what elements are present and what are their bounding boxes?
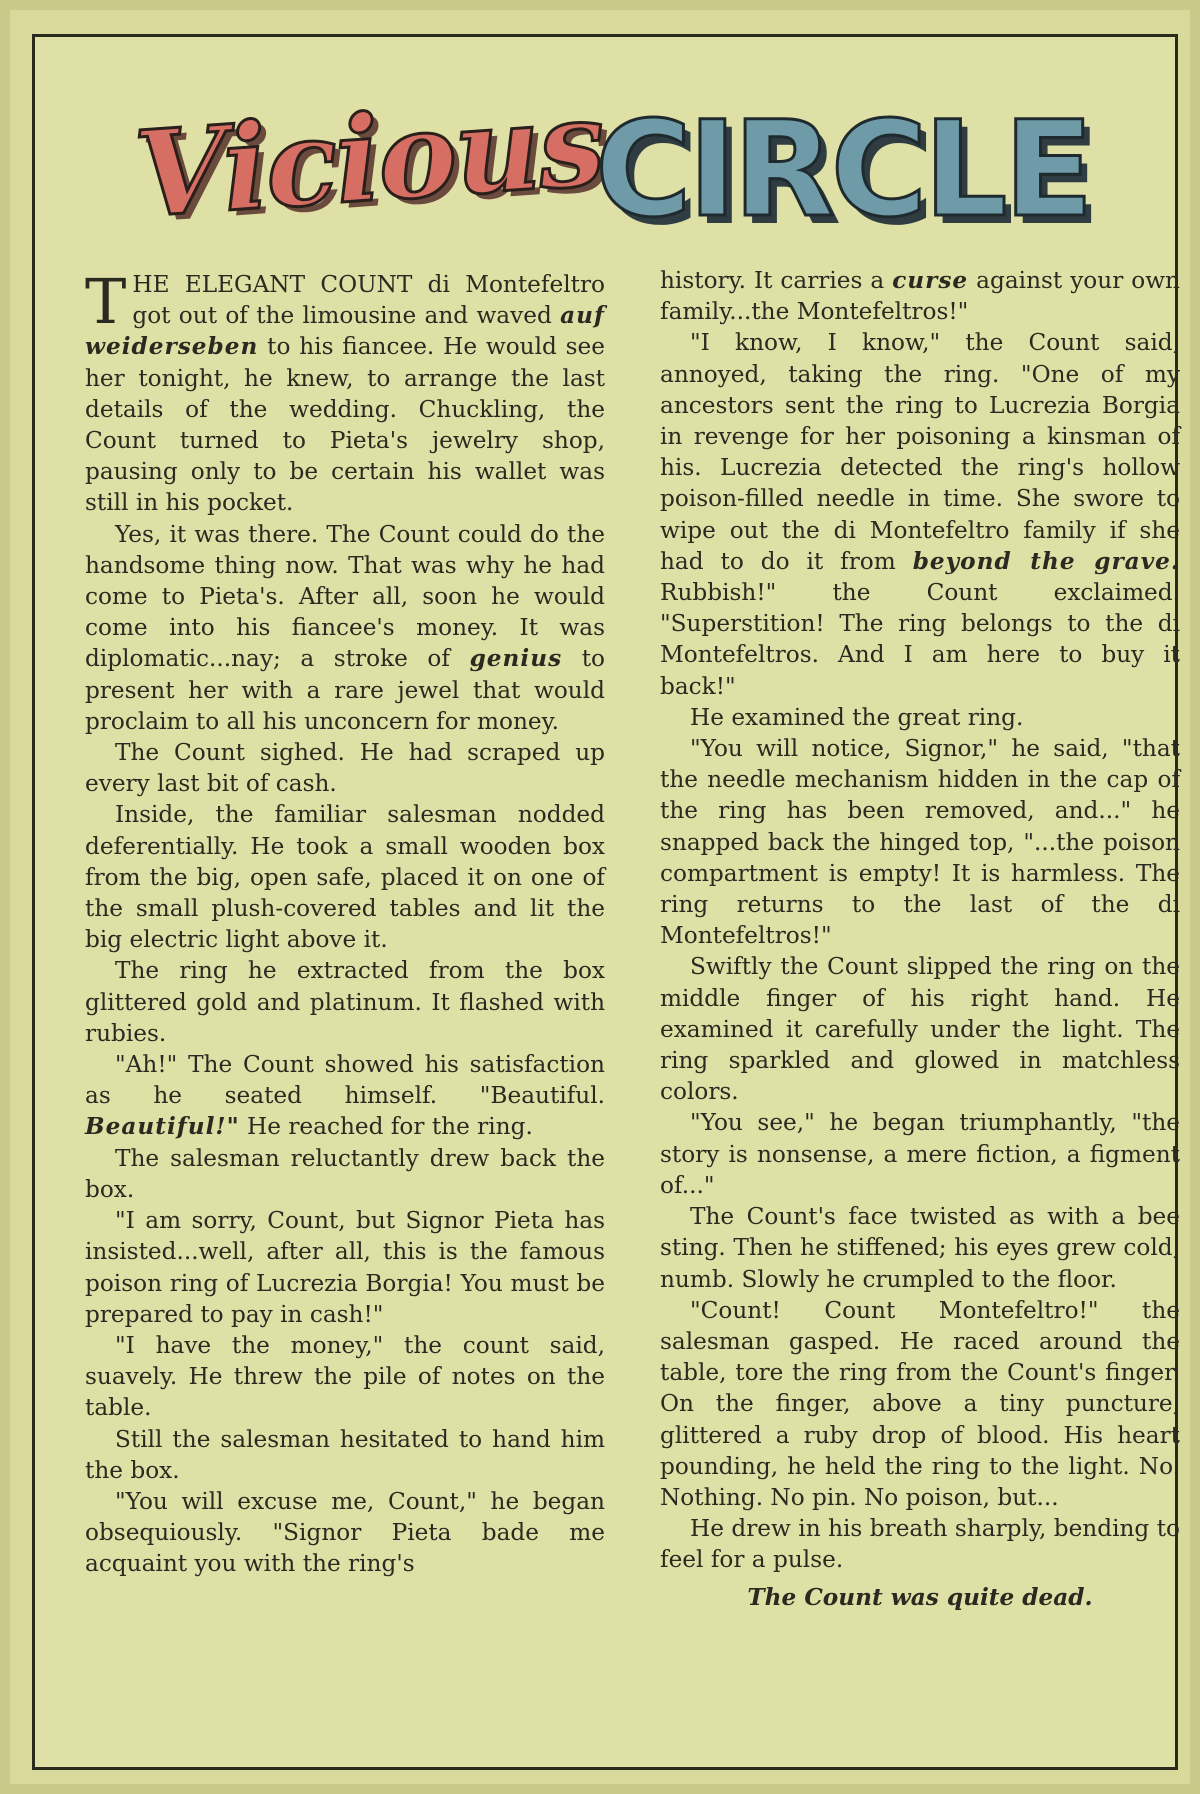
- emphasis-text: auf weiderseben: [85, 302, 605, 361]
- paragraph: "I am sorry, Count, but Signor Pieta has insisted...well, after all, this is the famous poison ring of Lucrezia Borgia! You must be prepared to pay in cash!": [85, 1207, 605, 1328]
- paragraph: "Count! Count Montefeltro!" the salesman gasped. He raced around the table, tore the ring from the Count's finger. On the finger, above a tiny puncture, glittered a ruby drop of blood. His heart pounding, he held the ring to the light. No. Nothing. No pin. No poison, but...: [660, 1296, 1180, 1511]
- title-word-circle: CIRCLE: [595, 93, 1090, 247]
- paragraph: [85, 1049, 605, 1143]
- title-banner: [95, 67, 1155, 267]
- story-frame: [32, 34, 1178, 1770]
- paragraph: He drew in his breath sharply, bending to feel for a pulse.: [660, 1515, 1180, 1574]
- text-run: He reached for the ring.: [239, 1113, 533, 1141]
- paragraph: Inside, the familiar salesman nodded deferentially. He took a small wooden box from the big, open safe, placed it on one of the small plush-covered tables and lit the big electric light above it.: [85, 801, 605, 954]
- paragraph: The Count's face twisted as with a bee sting. Then he stiffened; his eyes grew cold, numb. Slowly he crumpled to the floor.: [660, 1203, 1180, 1293]
- paragraph: [85, 265, 605, 519]
- text-run: "Ah!" The Count showed his satisfaction as he seated himself. "Beautiful.: [85, 1051, 605, 1110]
- paragraph: "You see," he began triumphantly, "the story is nonsense, a mere fiction, a figment of...": [660, 1109, 1180, 1199]
- emphasis-text: beyond the grave.: [912, 547, 1180, 575]
- text-run: history. It carries a: [660, 267, 893, 294]
- emphasis-text: Beautiful!": [85, 1113, 240, 1141]
- text-run: to present her with a rare jewel that would proclaim to all his unconcern for money.: [85, 645, 605, 735]
- text-run: Rubbish!" the Count exclaimed. "Superstition! The ring belongs to the di Montefeltros. And I am here to buy it back!": [660, 579, 1180, 700]
- text-run: to his fiancee. He would see her tonight, he knew, to arrange the last details of the wedding. Chuckling, the Count turned to Pieta's jewelry shop, pausing only to be certain his wallet was still in his pocket.: [85, 333, 605, 517]
- paragraph: "You will excuse me, Count," he began obsequiously. "Signor Pieta bade me acquaint you with the ring's: [85, 1487, 605, 1578]
- paragraph: The salesman reluctantly drew back the box.: [85, 1144, 605, 1203]
- paragraph: Swiftly the Count slipped the ring on the middle finger of his right hand. He examined it carefully under the light. The ring sparkled and glowed in matchless colors.: [660, 953, 1180, 1106]
- page: [10, 10, 1190, 1784]
- paragraph: The Count sighed. He had scraped up every last bit of cash.: [85, 739, 605, 798]
- paragraph: [85, 519, 605, 737]
- text-column-right: [660, 265, 1180, 1613]
- closing-line: The Count was quite dead.: [747, 1583, 1093, 1611]
- paragraph: [660, 327, 1180, 701]
- paragraph: He examined the great ring.: [690, 703, 1024, 731]
- text-run: against your own family...the Montefeltros!": [660, 267, 1180, 326]
- text-run: "I know, I know," the Count said, annoyed, taking the ring. "One of my ancestors sent the ring to Lucrezia Borgia in revenge for her poisoning a kinsman of his. Lucrezia detected the ring's hollow poison-filled needle in time. She swore to wipe out the di Montefeltro family if she had to do it from: [660, 329, 1180, 575]
- text-run: HE ELEGANT COUNT di Montefeltro got out of the limousine and waved: [132, 271, 605, 330]
- drop-cap: T: [85, 265, 127, 338]
- text-column-left: [85, 265, 605, 1580]
- paragraph: The ring he extracted from the box glittered gold and platinum. It flashed with rubies.: [85, 957, 605, 1047]
- paragraph: Still the salesman hesitated to hand him the box.: [85, 1425, 605, 1484]
- emphasis-text: curse: [892, 267, 969, 294]
- text-run: Yes, it was there. The Count could do the handsome thing now. That was why he had come to Pieta's. After all, soon he would come into his fiancee's money. It was diplomatic...nay; a stroke of: [85, 520, 605, 673]
- paragraph: "You will notice, Signor," he said, "that the needle mechanism hidden in the cap of the ring has been removed, and..." he snapped back the hinged top, "...the poison compartment is empty! It is harmless. The ring returns to the last of the di Montefeltros!": [660, 735, 1180, 950]
- paragraph: "I have the money," the count said, suavely. He threw the pile of notes on the table.: [85, 1331, 605, 1422]
- paragraph: [660, 265, 1180, 327]
- emphasis-text: genius: [469, 645, 563, 673]
- title-word-vicious: Vicious: [130, 72, 608, 245]
